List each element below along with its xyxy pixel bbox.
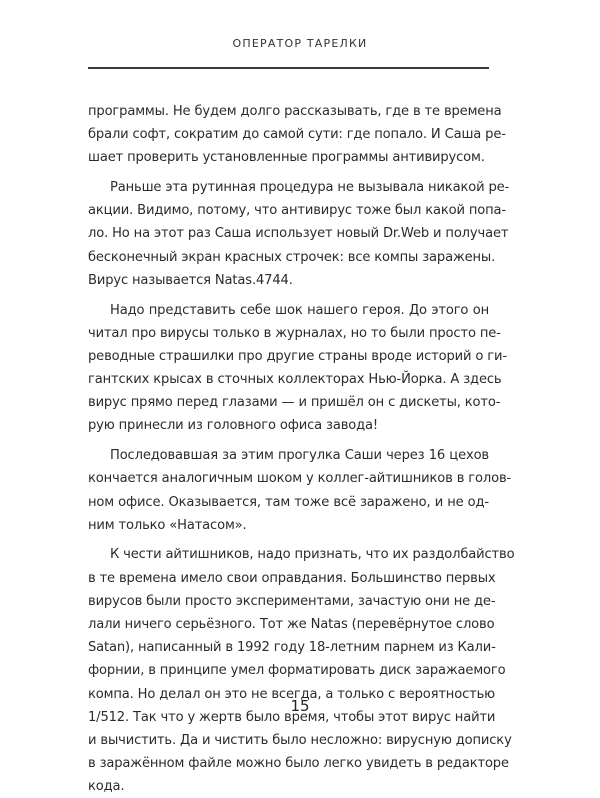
- text-line: брали софт, сократим до самой сути: где попало. И Саша ре-: [88, 127, 506, 143]
- text-line: ним только «Натасом».: [88, 517, 247, 533]
- text-line: кода.: [88, 779, 125, 795]
- text-line: 1/512. Так что у жертв было время, чтобы этот вирус найти: [88, 709, 496, 725]
- text-line: вирусов были просто экспериментами, зачастую они не де-: [88, 593, 496, 609]
- paragraph: [88, 299, 507, 438]
- text-line: Satan), написанный в 1992 году 18-летним парнем из Кали-: [88, 640, 496, 656]
- body-text: [88, 100, 515, 798]
- text-line: гантских крысах в сточных коллекторах Нью-Йорка. А здесь: [88, 372, 502, 388]
- text-line: Раньше эта рутинная процедура не вызывала никакой ре-: [110, 180, 510, 196]
- text-line: кончается аналогичным шоком у коллег-айтишников в голов-: [88, 471, 512, 487]
- text-line: форнии, в принципе умел форматировать диск заражаемого: [88, 663, 506, 679]
- running-head: ОПЕРАТОР ТАРЕЛКИ: [232, 37, 368, 50]
- text-line: ло. Но на этот раз Саша использует новый Dr.Web и получает: [88, 226, 509, 242]
- text-line: в те времена имело свои оправдания. Большинство первых: [88, 570, 496, 586]
- text-line: К чести айтишников, надо признать, что их раздолбайство: [110, 547, 515, 563]
- paragraph: [88, 176, 510, 292]
- text-line: Вирус называется Natas.4744.: [88, 272, 293, 288]
- text-line: реводные страшилки про другие страны вроде историй о ги-: [88, 348, 507, 364]
- text-line: Последовавшая за этим прогулка Саши через 16 цехов: [110, 448, 489, 464]
- text-line: компа. Но делал он это не всегда, а только с вероятностью: [88, 686, 496, 702]
- text-line: в заражённом файле можно было легко увидеть в редакторе: [88, 756, 509, 772]
- text-line: вирус прямо перед глазами — и пришёл он с дискеты, кото-: [88, 395, 501, 411]
- paragraph: [88, 444, 512, 537]
- text-line: шает проверить установленные программы антивирусом.: [88, 150, 485, 166]
- header-rule: [88, 67, 489, 69]
- text-line: читал про вирусы только в журналах, но то были просто пе-: [88, 325, 501, 341]
- text-line: ном офисе. Оказывается, там тоже всё заражено, и не од-: [88, 494, 489, 510]
- paragraph: [88, 543, 515, 798]
- text-line: бесконечный экран красных строчек: все компы заражены.: [88, 249, 496, 265]
- text-line: рую принесли из головного офиса завода!: [88, 418, 379, 434]
- text-line: программы. Не будем долго рассказывать, где в те времена: [88, 104, 502, 119]
- text-line: и вычистить. Да и чистить было несложно: вирусную дописку: [88, 732, 512, 748]
- text-line: акции. Видимо, потому, что антивирус тоже был какой попа-: [88, 203, 506, 219]
- page-number: 15: [290, 697, 310, 715]
- paragraph: [88, 100, 506, 170]
- text-line: лали ничего серьёзного. Тот же Natas (перевёрнутое слово: [88, 616, 495, 632]
- text-line: Надо представить себе шок нашего героя. До этого он: [110, 302, 489, 318]
